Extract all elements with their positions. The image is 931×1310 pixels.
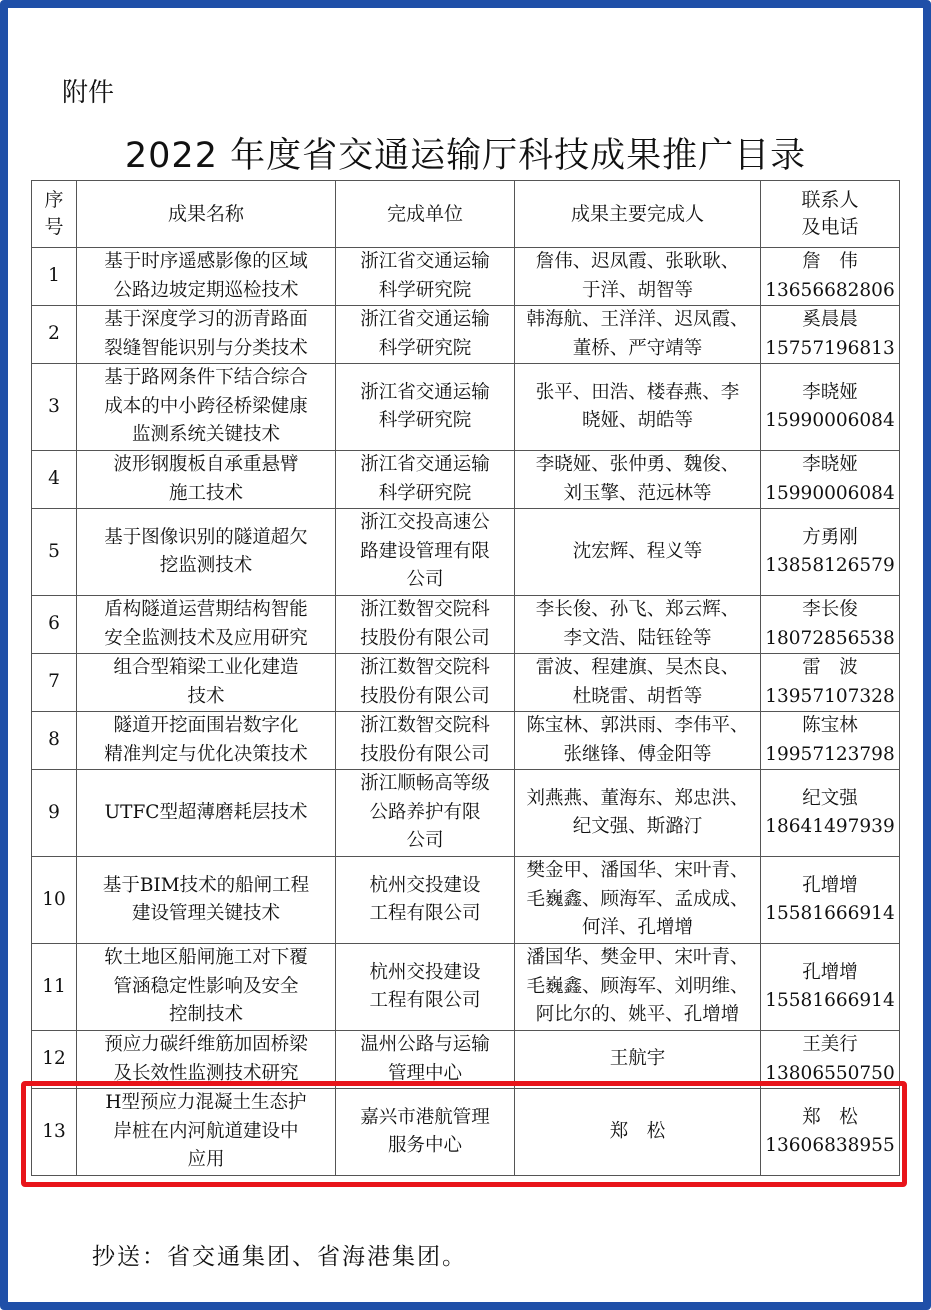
cell-seq: 2 xyxy=(32,306,77,364)
cell-contact: 李长俊 18072856538 xyxy=(761,596,900,654)
cell-name: 基于深度学习的沥青路面 裂缝智能识别与分类技术 xyxy=(77,306,336,364)
cell-unit: 浙江数智交院科 技股份有限公司 xyxy=(336,654,515,712)
cell-unit: 浙江顺畅高等级 公路养护有限 公司 xyxy=(336,770,515,857)
cell-people: 雷波、程建旗、吴杰良、 杜晓雷、胡哲等 xyxy=(515,654,761,712)
cell-people: 张平、田浩、楼春燕、李 晓娅、胡皓等 xyxy=(515,364,761,451)
cell-people: 潘国华、樊金甲、宋叶青、 毛巍鑫、顾海军、刘明维、 阿比尔的、姚平、孔增增 xyxy=(515,944,761,1031)
cell-name: 组合型箱梁工业化建造 技术 xyxy=(77,654,336,712)
cell-unit: 温州公路与运输 管理中心 xyxy=(336,1031,515,1089)
cell-name: 预应力碳纤维筋加固桥梁 及长效性监测技术研究 xyxy=(77,1031,336,1089)
cell-contact: 雷 波 13957107328 xyxy=(761,654,900,712)
cell-unit: 浙江省交通运输 科学研究院 xyxy=(336,451,515,509)
table-row xyxy=(32,857,900,944)
cell-people: 李长俊、孙飞、郑云辉、 李文浩、陆钰铨等 xyxy=(515,596,761,654)
cell-seq: 13 xyxy=(32,1089,77,1176)
table-row xyxy=(32,1031,900,1089)
cell-name: 基于图像识别的隧道超欠 挖监测技术 xyxy=(77,509,336,596)
cell-seq: 5 xyxy=(32,509,77,596)
cell-name: H型预应力混凝土生态护 岸桩在内河航道建设中 应用 xyxy=(77,1089,336,1176)
cell-name: 基于时序遥感影像的区域 公路边坡定期巡检技术 xyxy=(77,248,336,306)
cc-footer: 抄送：省交通集团、省海港集团。 xyxy=(92,1244,467,1270)
cell-unit: 浙江数智交院科 技股份有限公司 xyxy=(336,596,515,654)
table-row xyxy=(32,451,900,509)
cell-contact: 纪文强 18641497939 xyxy=(761,770,900,857)
attachment-label: 附件 xyxy=(62,78,115,108)
table-header-row xyxy=(32,181,900,248)
cell-people: 詹伟、迟凤霞、张耿耿、 于洋、胡智等 xyxy=(515,248,761,306)
cell-contact: 孔增增 15581666914 xyxy=(761,944,900,1031)
table-row xyxy=(32,712,900,770)
cell-people: 沈宏辉、程义等 xyxy=(515,509,761,596)
cell-seq: 11 xyxy=(32,944,77,1031)
cell-name: 基于BIM技术的船闸工程 建设管理关键技术 xyxy=(77,857,336,944)
cell-name: 波形钢腹板自承重悬臂 施工技术 xyxy=(77,451,336,509)
cell-unit: 嘉兴市港航管理 服务中心 xyxy=(336,1089,515,1176)
cell-name: 软土地区船闸施工对下覆 管涵稳定性影响及安全 控制技术 xyxy=(77,944,336,1031)
cell-unit: 浙江数智交院科 技股份有限公司 xyxy=(336,712,515,770)
table-row xyxy=(32,509,900,596)
cell-seq: 1 xyxy=(32,248,77,306)
cell-seq: 4 xyxy=(32,451,77,509)
cell-contact: 奚晨晨 15757196813 xyxy=(761,306,900,364)
cell-people: 郑 松 xyxy=(515,1089,761,1176)
cell-people: 王航宇 xyxy=(515,1031,761,1089)
table-row xyxy=(32,944,900,1031)
header-seq: 序 号 xyxy=(32,181,77,248)
cell-contact: 郑 松 13606838955 xyxy=(761,1089,900,1176)
highlight-box xyxy=(21,1081,907,1187)
cell-name: UTFC型超薄磨耗层技术 xyxy=(77,770,336,857)
cell-seq: 12 xyxy=(32,1031,77,1089)
cell-people: 韩海航、王洋洋、迟凤霞、 董桥、严守靖等 xyxy=(515,306,761,364)
cell-contact: 李晓娅 15990006084 xyxy=(761,451,900,509)
cell-contact: 陈宝林 19957123798 xyxy=(761,712,900,770)
cell-name: 盾构隧道运营期结构智能 安全监测技术及应用研究 xyxy=(77,596,336,654)
page-title: 2022 年度省交通运输厅科技成果推广目录 xyxy=(124,136,807,176)
cell-name: 基于路网条件下结合综合 成本的中小跨径桥梁健康 监测系统关键技术 xyxy=(77,364,336,451)
cell-people: 刘燕燕、董海东、郑忠洪、 纪文强、斯潞汀 xyxy=(515,770,761,857)
cell-unit: 浙江交投高速公 路建设管理有限 公司 xyxy=(336,509,515,596)
cell-contact: 王美行 13806550750 xyxy=(761,1031,900,1089)
cell-contact: 詹 伟 13656682806 xyxy=(761,248,900,306)
cell-people: 李晓娅、张仲勇、魏俊、 刘玉擎、范远林等 xyxy=(515,451,761,509)
table-row xyxy=(32,596,900,654)
cell-seq: 6 xyxy=(32,596,77,654)
table-row xyxy=(32,654,900,712)
cell-contact: 方勇刚 13858126579 xyxy=(761,509,900,596)
table-row xyxy=(32,248,900,306)
cell-unit: 杭州交投建设 工程有限公司 xyxy=(336,944,515,1031)
header-name: 成果名称 xyxy=(77,181,336,248)
cell-unit: 杭州交投建设 工程有限公司 xyxy=(336,857,515,944)
table-row xyxy=(32,364,900,451)
table-row xyxy=(32,770,900,857)
cell-contact: 李晓娅 15990006084 xyxy=(761,364,900,451)
table-row xyxy=(32,306,900,364)
cell-people: 陈宝林、郭洪雨、李伟平、 张继锋、傅金阳等 xyxy=(515,712,761,770)
cell-seq: 10 xyxy=(32,857,77,944)
cell-seq: 9 xyxy=(32,770,77,857)
catalog-table xyxy=(31,180,900,1176)
cell-unit: 浙江省交通运输 科学研究院 xyxy=(336,364,515,451)
header-people: 成果主要完成人 xyxy=(515,181,761,248)
cell-name: 隧道开挖面围岩数字化 精准判定与优化决策技术 xyxy=(77,712,336,770)
header-contact: 联系人 及电话 xyxy=(761,181,900,248)
cell-unit: 浙江省交通运输 科学研究院 xyxy=(336,248,515,306)
cell-people: 樊金甲、潘国华、宋叶青、 毛巍鑫、顾海军、孟成成、 何洋、孔增增 xyxy=(515,857,761,944)
cell-seq: 7 xyxy=(32,654,77,712)
cell-unit: 浙江省交通运输 科学研究院 xyxy=(336,306,515,364)
header-unit: 完成单位 xyxy=(336,181,515,248)
cell-seq: 3 xyxy=(32,364,77,451)
cell-seq: 8 xyxy=(32,712,77,770)
cell-contact: 孔增增 15581666914 xyxy=(761,857,900,944)
